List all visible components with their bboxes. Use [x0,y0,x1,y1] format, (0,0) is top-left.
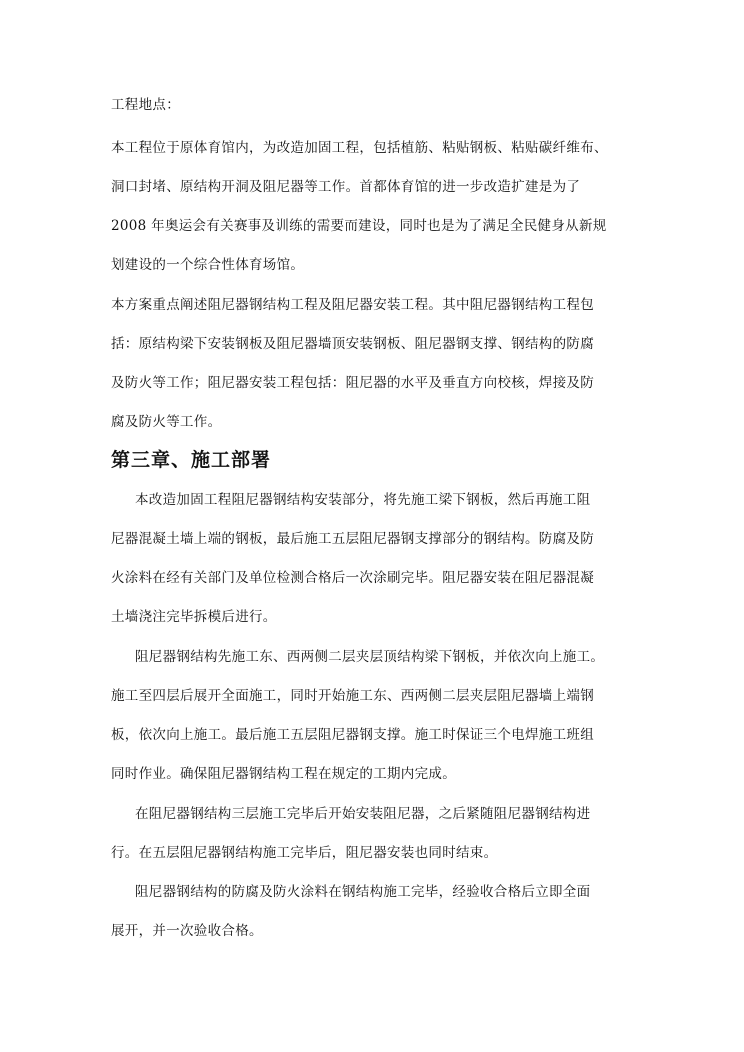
chapter-heading: 第三章、施工部署 [111,449,272,471]
paragraph-line: 本工程位于原体育馆内，为改造加固工程，包括植筋、粘贴钢板、粘贴碳纤维布、 [111,140,608,156]
paragraph-line: 本改造加固工程阻尼器钢结构安装部分，将先施工梁下钢板，然后再施工阻 [135,492,591,508]
paragraph-line: 行。在五层阻尼器钢结构施工完毕后，阻尼器安装也同时结束。 [111,845,498,861]
paragraph-line: 土墙浇注完毕拆模后进行。 [111,609,277,625]
paragraph-line: 划建设的一个综合性体育场馆。 [111,257,305,273]
paragraph-line: 展开，并一次验收合格。 [111,923,263,939]
paragraph-line: 2008 年奥运会有关赛事及训练的需要而建设，同时也是为了满足全民健身从新规 [111,218,607,234]
paragraph-line: 火涂料在经有关部门及单位检测合格后一次涂刷完毕。阻尼器安装在阻尼器混凝 [111,570,594,586]
paragraph-line: 括：原结构梁下安装钢板及阻尼器墙顶安装钢板、阻尼器钢支撑、钢结构的防腐 [111,336,594,352]
paragraph-line: 阻尼器钢结构的防腐及防火涂料在钢结构施工完毕，经验收合格后立即全面 [135,884,591,900]
paragraph-line: 本方案重点阐述阻尼器钢结构工程及阻尼器安装工程。其中阻尼器钢结构工程包 [111,297,594,313]
location-label: 工程地点： [111,97,180,113]
paragraph-line: 板，依次向上施工。最后施工五层阻尼器钢支撑。施工时保证三个电焊施工班组 [111,727,594,743]
paragraph-line: 尼器混凝土墙上端的钢板，最后施工五层阻尼器钢支撑部分的钢结构。防腐及防 [111,531,594,547]
paragraph-line: 阻尼器钢结构先施工东、西两侧二层夹层顶结构梁下钢板，并依次向上施工。 [135,649,605,665]
paragraph-line: 洞口封堵、原结构开洞及阻尼器等工作。首都体育馆的进一步改造扩建是为了 [111,179,581,195]
paragraph-line: 在阻尼器钢结构三层施工完毕后开始安装阻尼器，之后紧随阻尼器钢结构进 [135,806,591,822]
paragraph-line: 施工至四层后展开全面施工，同时开始施工东、西两侧二层夹层阻尼器墙上端钢 [111,688,594,704]
paragraph-line: 及防火等工作；阻尼器安装工程包括：阻尼器的水平及垂直方向校核，焊接及防 [111,375,594,391]
paragraph-line: 同时作业。确保阻尼器钢结构工程在规定的工期内完成。 [111,766,456,782]
paragraph-line: 腐及防火等工作。 [111,414,222,430]
